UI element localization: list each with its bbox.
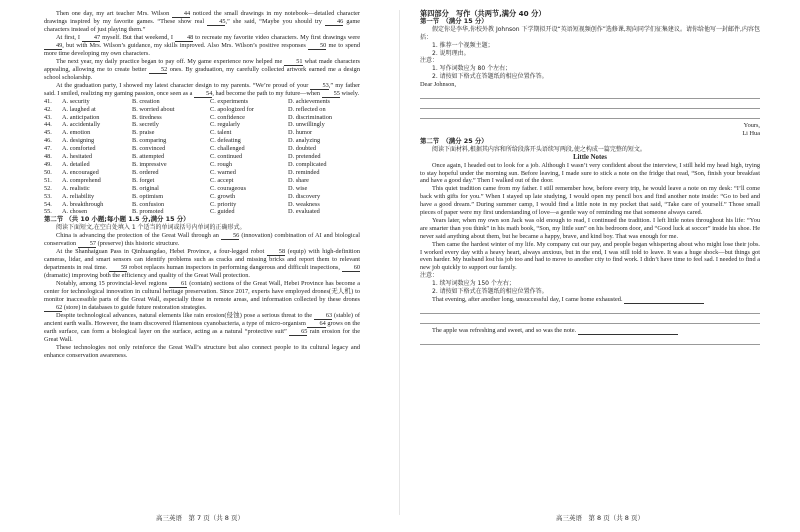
option-row	[44, 161, 360, 169]
text: me to spend more time developing my own characters.	[44, 41, 361, 57]
option-row	[44, 145, 360, 153]
text: Notably, among 15 provincial-level regions	[56, 279, 168, 287]
text: to recreate my favorite video characters. My first drawings were	[195, 33, 361, 41]
cloze-paragraph-3	[44, 58, 360, 82]
question-number: 42.	[44, 105, 52, 113]
salutation: Dear Johnson,	[420, 81, 457, 89]
question-number: 53.	[44, 192, 52, 200]
story-paragraph-3: Years later, when my own son Jack was old enough to read, I continued the tradition. I left little notes throughout his life: “You are smarter than you think” in his math book, “Son, my little sun” on his bedroom door, and “Good luck at soccer” inside his shoe. He never said anything about them, but he became a happy, brave, and kind boy. That was enough for me.	[420, 216, 760, 240]
answer-blank[interactable]	[578, 327, 678, 335]
option-choice: A. comprehend	[62, 176, 101, 184]
option-choice: A. chosen	[62, 208, 88, 216]
grammar-paragraph-2	[44, 248, 360, 280]
option-choice: B. comparing	[132, 137, 167, 145]
grammar-paragraph-1	[44, 232, 360, 248]
text: At first, I	[56, 33, 80, 41]
part-4-heading: 第四部分 写作（共两节,满分 40 分）	[420, 9, 546, 18]
option-choice: D. analyzing	[288, 137, 321, 145]
blank-44: 44	[172, 10, 190, 18]
text: wisely.	[341, 89, 360, 97]
story-paragraph-1: Once again, I headed out to look for a job. Although I wasn’t very confident about the interview, I still held my head high, trying to stay hopeful under the morning sun. Before leaving, I made sure to stick a note on the fridge that read, “Son, finish your breakfast and have a good day.” Then I walked out of the door.	[420, 161, 760, 185]
option-row	[44, 106, 360, 114]
text: (dramatic) improving both the efficiency and quality of the Great Wall protection.	[44, 272, 250, 280]
page-8-content	[420, 10, 760, 345]
section-2-instructions: 阅读下面短文,在空白处填入 1 个适当的单词或括号内单词的正确形式。	[56, 224, 246, 232]
option-choice: C. experiments	[210, 97, 249, 105]
option-choice: B. impressive	[132, 160, 167, 168]
text: (innovation) combination of AI and biological conservation	[44, 232, 361, 248]
text: noticed the small drawings in my notebook—detailed character drawings inspired by my favorite games. “These show real	[44, 10, 361, 25]
note-label: 注意：	[420, 272, 439, 280]
option-choice: D. achievements	[288, 97, 330, 105]
text: , had become the path to my future—when	[212, 89, 321, 97]
option-row	[44, 114, 360, 122]
question-number: 48.	[44, 153, 52, 161]
option-choice: C. warned	[210, 168, 236, 176]
answer-line[interactable]	[420, 89, 760, 99]
option-choice: A. encouraged	[62, 168, 99, 176]
text: , but with Mrs. Wilson’s guidance, my skills improved. Also Mrs. Wilson’s positive responses	[62, 41, 306, 49]
text: At the Shanhaiguan Pass in Qinhuangdao, Hebei Province, a four-legged robot	[56, 248, 265, 256]
blank-52: 52	[149, 66, 167, 74]
text: The next year, my daily practice began to pay off. My game experience now helped me	[56, 57, 283, 65]
question-number: 55.	[44, 208, 52, 216]
text: myself. But that weekend, I	[102, 33, 174, 41]
option-choice: C. accept	[210, 176, 234, 184]
note-label: 注意：	[420, 57, 439, 65]
writing-note-1: 1. 写作词数应为 80 个左右；	[432, 65, 512, 73]
grammar-paragraph-4	[44, 312, 360, 344]
option-row	[44, 169, 360, 177]
question-number: 45.	[44, 129, 52, 137]
signature: Li Hua	[742, 129, 760, 137]
option-choice: B. promoted	[132, 208, 164, 216]
blank-49: 49	[44, 42, 62, 50]
question-number: 46.	[44, 137, 52, 145]
option-choice: A. comforted	[62, 145, 96, 153]
page-7-content	[44, 10, 360, 359]
story-title: Little Notes	[573, 153, 607, 161]
option-choice: B. praise	[132, 129, 155, 137]
writing-point-2: 2. 说明理由。	[432, 49, 470, 57]
story-paragraph-2: This quiet tradition came from my father. I still remember how, before every trip, he would leave a note on my desk: “I’ll come back with gifts for you.” When I stayed up late studying, I would open my pencil box and find another note inside: “Go to bed and have a good dream.” During summer camp, I would find a little note in my pocket that said, “Take care of yourself.” Those small pieces of paper were my first understanding of love—a gentle way of reminding me that someone always cared.	[420, 185, 760, 217]
answer-line[interactable]	[420, 335, 760, 345]
blank-60: 60	[342, 264, 360, 272]
option-choice: A. detailed	[62, 160, 90, 168]
option-choice: D. evaluated	[288, 208, 320, 216]
blank-47: 47	[82, 34, 100, 42]
text: robot replaces human inspectors in performing dangerous and difficult inspections,	[129, 264, 340, 272]
section-2-heading: 第二节 （共 10 小题;每小题 1.5 分,满分 15 分）	[44, 215, 190, 224]
text: (contain) sections of the Great Wall, Hebei Province has become a center for technological innovation in cultural heritage preservation. Since 2017, experts have employed drones(无人机) to monitor inaccessible parts of the Great Wall, especially those in remote areas, and information collected by these drones	[44, 279, 361, 303]
option-choice: C. guided	[210, 208, 235, 216]
option-choice: C. courageous	[210, 184, 247, 192]
option-choice: A. laughed at	[62, 105, 96, 113]
option-choice: C. apologized for	[210, 105, 254, 113]
answer-line[interactable]	[420, 109, 760, 119]
page-8	[400, 0, 800, 532]
option-choice: A. anticipation	[62, 113, 100, 121]
option-choice: C. confidence	[210, 113, 245, 121]
text: That evening, after another long, unsuccessful day, I came home exhausted.	[432, 296, 623, 303]
option-choice: C. talent	[210, 129, 232, 137]
question-number: 43.	[44, 113, 52, 121]
text: China is advancing the protection of the Great Wall through an	[56, 232, 219, 240]
option-choice: B. secretly	[132, 121, 159, 129]
answer-line[interactable]	[420, 314, 760, 324]
blank-58: 58	[267, 248, 285, 256]
text: ones. By graduation, my carefully collected artwork earned me a design school scholarship.	[44, 65, 360, 81]
option-choice: A. breakthrough	[62, 200, 104, 208]
option-choice: D. share	[288, 176, 309, 184]
question-number: 50.	[44, 168, 52, 176]
option-choice: D. reflected on	[288, 105, 326, 113]
option-choice: B. original	[132, 184, 159, 192]
option-row	[44, 98, 360, 106]
option-row	[44, 177, 360, 185]
blank-57: 57	[78, 240, 96, 248]
cloze-paragraph-4	[44, 82, 360, 98]
option-choice: D. pretended	[288, 153, 321, 161]
text: At the graduation party, I showed my latest character design to my parents. “We’re proud of your	[56, 81, 309, 89]
option-row	[44, 137, 360, 145]
option-choice: B. ordered	[132, 168, 159, 176]
paragraph-2-opening	[420, 327, 760, 335]
blank-64: 64	[307, 320, 325, 328]
option-choice: A. hesitated	[62, 153, 93, 161]
question-number: 52.	[44, 184, 52, 192]
option-choice: A. emotion	[62, 129, 91, 137]
option-choice: D. unwillingly	[288, 121, 325, 129]
option-row	[44, 153, 360, 161]
writing-note-2: 2. 请按如下格式在答题纸的相应位置作答。	[432, 73, 548, 81]
option-choice: D. doubted	[288, 145, 316, 153]
option-choice: C. defeating	[210, 137, 241, 145]
option-choice: C. priority	[210, 200, 237, 208]
option-row	[44, 201, 360, 209]
option-choice: C. regularly	[210, 121, 241, 129]
option-choice: D. reminded	[288, 168, 320, 176]
closing: Yours,	[743, 122, 760, 130]
text: ,” she said, “Maybe you should try	[225, 18, 322, 25]
writing-section-2-instructions: 阅读下面材料,根据其内容和所给段落开头语续写两段,使之构成一篇完整的短文。	[432, 145, 646, 153]
cloze-paragraph-1	[44, 10, 360, 34]
blank-63: 63	[314, 312, 332, 320]
question-number: 41.	[44, 97, 52, 105]
option-choice: A. reliability	[62, 192, 95, 200]
answer-blank[interactable]	[624, 296, 704, 304]
text: Despite technological advances, natural elements like rain erosion(侵蚀) pose a serious threat to the	[56, 311, 313, 319]
blank-55: 55	[322, 90, 340, 98]
option-choice: A. designing	[62, 137, 95, 145]
blank-65: 65	[289, 328, 307, 336]
page-8-footer: 高三英语 第 8 页（共 8 页）	[555, 514, 645, 522]
answer-line[interactable]	[420, 99, 760, 109]
continuation-note-2: 2. 请按如下格式在答题纸的相应位置作答。	[432, 288, 548, 296]
option-choice: D. complicated	[288, 160, 327, 168]
blank-51: 51	[284, 58, 302, 66]
option-row	[44, 121, 360, 129]
option-choice: C. challenged	[210, 145, 245, 153]
question-number: 49.	[44, 160, 52, 168]
text: grows on the earth surface, can form a biological layer on the surface, acting as a natural “protective suit”	[44, 319, 361, 335]
option-choice: C. rough	[210, 160, 233, 168]
option-choice: D. discovery	[288, 192, 321, 200]
option-choice: C. continued	[210, 153, 243, 161]
answer-line[interactable]	[420, 304, 760, 314]
continuation-note-1: 1. 续写词数应为 150 个左右；	[432, 280, 515, 288]
text: game characters instead of just playing them.”	[44, 18, 361, 33]
blank-45: 45	[207, 18, 225, 26]
text: what made characters appealing, allowing me to create better	[44, 57, 361, 73]
grammar-paragraph-5: These technologies not only reinforce the Great Wall’s structure but also connect people to its cultural legacy and enhance conservation awareness.	[44, 343, 360, 359]
writing-section-1-heading: 第一节 （满分 15 分）	[420, 16, 488, 25]
cloze-paragraph-2	[44, 34, 360, 58]
option-choice: B. tiredness	[132, 113, 162, 121]
text: Then one day, my art teacher Mrs. Wilson	[56, 10, 170, 17]
blank-50: 50	[308, 42, 326, 50]
text: The apple was refreshing and sweet, and so was the note.	[432, 327, 577, 334]
option-choice: B. forget	[132, 176, 155, 184]
blank-46: 46	[325, 18, 343, 26]
option-row	[44, 193, 360, 201]
question-number: 51.	[44, 176, 52, 184]
writing-section-1-prompt: 假定你是李华,你校外教 Johnson 下学期拟开设“英语短视频创作”选修课,现向同学们征集建议。请你给他写一封邮件,内容包括：	[420, 25, 760, 41]
option-choice: B. optimism	[132, 192, 164, 200]
question-number: 54.	[44, 200, 52, 208]
option-choice: A. accidentally	[62, 121, 101, 129]
option-row	[44, 129, 360, 137]
blank-54: 54	[194, 90, 212, 98]
question-number: 44.	[44, 121, 52, 129]
option-row	[44, 185, 360, 193]
blank-48: 48	[175, 34, 193, 42]
text: (store) in databases to guide future restoration strategies.	[63, 303, 207, 311]
option-choice: B. creation	[132, 97, 160, 105]
option-choice: B. worried about	[132, 105, 175, 113]
blank-53: 53	[310, 82, 328, 90]
question-number: 47.	[44, 145, 52, 153]
cloze-options	[44, 98, 360, 217]
story-paragraph-4: Then came the hardest winter of my life. My company cut our pay, and people began whispering about who might lose their jobs. I worked every day with a heavy heart, always anxious, but in the end, I was still told to leave. It was a huge shock—but things got even harder. My husband lost his job too and had to move to another city to find work. I didn’t have time to feel sad. I needed to find a new job quickly to support our family.	[420, 240, 760, 272]
page-7-footer: 高三英语 第 7 页（共 8 页）	[155, 514, 245, 522]
option-choice: D. discrimination	[288, 113, 333, 121]
grammar-paragraph-3	[44, 280, 360, 312]
option-choice: B. attempted	[132, 153, 165, 161]
option-choice: D. weakness	[288, 200, 320, 208]
text: (preserve) this historic structure.	[97, 240, 180, 248]
option-choice: D. humor	[288, 129, 313, 137]
option-choice: C. growth	[210, 192, 236, 200]
text: ,” my father said. I smiled, realizing my gaming passion, once seen as a	[44, 81, 361, 97]
text: rain erosion for the Great Wall.	[44, 327, 360, 343]
blank-59: 59	[109, 264, 127, 272]
option-choice: B. convinced	[132, 145, 166, 153]
writing-point-1: 1. 推荐一个视频主题；	[432, 41, 494, 49]
option-choice: B. confusion	[132, 200, 165, 208]
blank-62: 62	[44, 304, 62, 312]
option-choice: A. realistic	[62, 184, 90, 192]
text: (stable) of ancient earth walls. However, the team discovered filamentous cyanobacteria, a type of micro-organism	[44, 311, 360, 327]
paragraph-1-opening	[420, 296, 760, 304]
option-choice: D. wise	[288, 184, 308, 192]
blank-56: 56	[221, 232, 239, 240]
blank-61: 61	[169, 280, 187, 288]
text: (equip) with high-definition cameras, lidar, and smart sensors can identify problems such as cracks and missing bricks and report them to relevant departments in real time.	[44, 248, 360, 272]
writing-section-2-heading: 第二节 （满分 25 分）	[420, 136, 488, 145]
option-choice: A. security	[62, 97, 90, 105]
